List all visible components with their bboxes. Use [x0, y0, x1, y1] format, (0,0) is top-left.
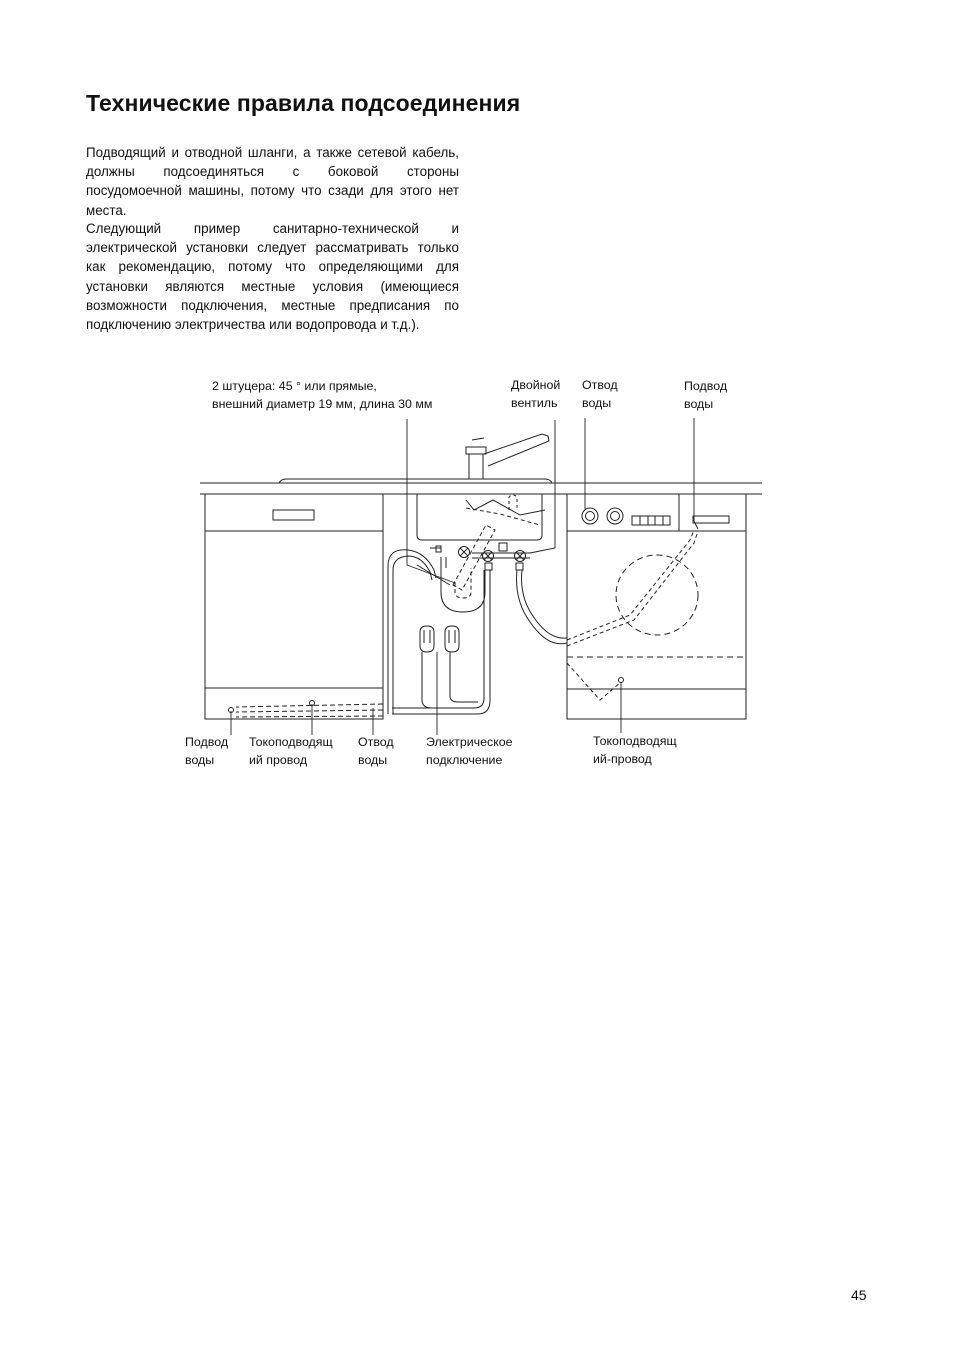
inlet-bottom-label: Подвод воды: [185, 735, 229, 767]
power-cord-label: Токоподводящ ий провод: [249, 735, 333, 767]
electrical-sockets: [420, 626, 478, 708]
drain-top-label: Отвод воды: [582, 378, 618, 410]
page-title: Технические правила подсоединения: [86, 90, 521, 116]
double-valve: [430, 543, 530, 570]
drain-bottom-label: Отвод воды: [358, 735, 394, 767]
power-cord2-label: Токоподводящ ий-провод: [593, 734, 677, 766]
inlet-top-label: Подвод воды: [684, 379, 728, 411]
faucet: [466, 434, 549, 479]
electric-connection-label: Электрическое подключение: [426, 735, 513, 767]
page-number: 45: [851, 1287, 867, 1303]
dishwasher: [205, 494, 383, 719]
recommendation-paragraph: Следующий пример санитарно-технической и электрической установки следует рассматривать только как рекомендацию, потому что определяющими для установки являются местные условия (имеющиеся возможности подключения, местные предписания по подключению электричества или водопровода и т.д.).: [86, 221, 459, 333]
leader-lines: [231, 418, 698, 735]
intro-paragraph: Подводящий и отводной шланги, а также сетевой кабель, должны подсоединяться с боковой стороны посудомоечной машины, потому что сзади для этого нет места.: [86, 145, 459, 218]
sink-basin: [417, 494, 542, 540]
washing-machine: [567, 494, 746, 719]
fittings-label: 2 штуцера: 45 ° или прямые, внешний диаметр 19 мм, длина 30 мм: [212, 379, 433, 411]
countertop: [200, 479, 762, 494]
dishwasher-hoses: [229, 550, 491, 717]
washing-machine-hoses: [517, 530, 698, 700]
double-valve-label: Двойной вентиль: [511, 378, 561, 410]
